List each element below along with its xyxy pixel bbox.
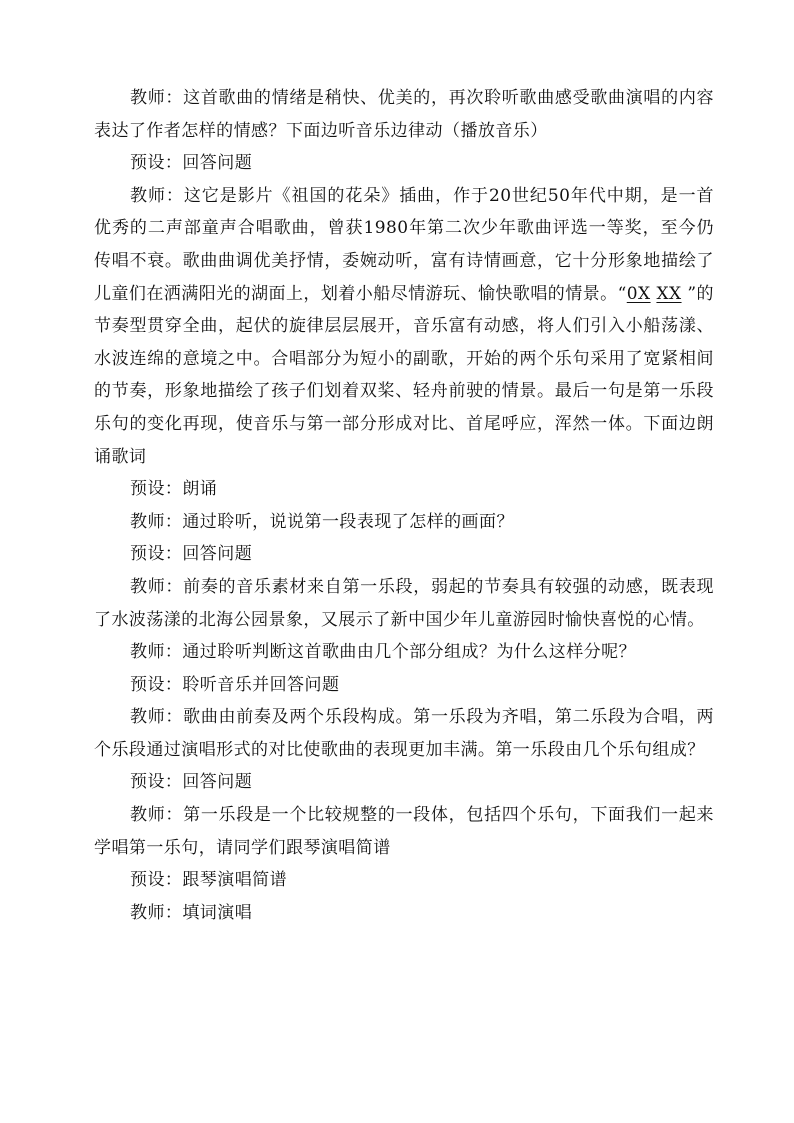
document-body — [94, 82, 714, 929]
rhythm-notation-2: XX — [656, 283, 682, 304]
teacher-paragraph-3: 教师：通过聆听，说说第一段表现了怎样的画面？ — [130, 511, 514, 532]
teacher-paragraph-5: 教师：通过聆听判断这首歌曲由几个部分组成？为什么这样分呢？ — [130, 642, 637, 663]
preset-paragraph-1: 预设：回答问题 — [130, 153, 253, 174]
rhythm-notation-1: 0X — [626, 283, 651, 304]
teacher-paragraph-1: 教师：这首歌曲的情绪是稍快、优美的，再次聆听歌曲感受歌曲演唱的内容表达了作者怎样的情感？下面边听音乐边律动（播放音乐） — [94, 88, 714, 141]
teacher-paragraph-4: 教师：前奏的音乐素材来自第一乐段，弱起的节奏具有较强的动感，既表现了水波荡漾的北海公园景象，又展示了新中国少年儿童游园时愉快喜悦的心情。 — [94, 576, 714, 630]
quote-open: “ — [617, 283, 627, 304]
preset-paragraph-3: 预设：回答问题 — [130, 544, 253, 565]
preset-paragraph-6: 预设：跟琴演唱简谱 — [130, 870, 288, 891]
teacher-paragraph-7: 教师：第一乐段是一个比较规整的一段体，包括四个乐句，下面我们一起来学唱第一乐句，请同学们跟琴演唱简谱 — [94, 805, 714, 858]
teacher-paragraph-6: 教师：歌曲由前奏及两个乐段构成。第一乐段为齐唱，第二乐段为合唱，两个乐段通过演唱形式的对比使歌曲的表现更加丰满。第一乐段由几个乐句组成？ — [94, 707, 714, 760]
teacher-paragraph-8: 教师：填词演唱 — [130, 902, 253, 923]
preset-paragraph-5: 预设：回答问题 — [130, 772, 253, 793]
teacher-paragraph-2 — [94, 180, 714, 473]
paragraph-text-rest: ”的节奏型贯穿全曲，起伏的旋律层层展开，音乐富有动感，将人们引入小船荡漾、水波连绵的意境之中。合唱部分为短小的副歌，开始的两个乐句采用了宽紧相间的节奏，形象地描绘了孩子们划着双桨、轻舟前驶的情景。最后一句是第一乐段乐句的变化再现，使音乐与第一部分形成对比、首尾呼应，浑然一体。下面边朗诵歌词 — [94, 283, 715, 467]
preset-paragraph-2: 预设：朗诵 — [130, 479, 218, 500]
paragraph-text-intro: 教师：这它是影片《祖国的花朵》插曲，作于20世纪50年代中期，是一首优秀的二声部童声合唱歌曲，曾获1980年第二次少年歌曲评选一等奖，至今仍传唱不衰。歌曲曲调优美抒情，委婉动听，富有诗情画意，它十分形象地描绘了儿童们在洒满阳光的湖面上，划着小船尽情游玩、愉快歌唱的情景。 — [94, 185, 714, 304]
preset-paragraph-4: 预设：聆听音乐并回答问题 — [130, 674, 340, 695]
